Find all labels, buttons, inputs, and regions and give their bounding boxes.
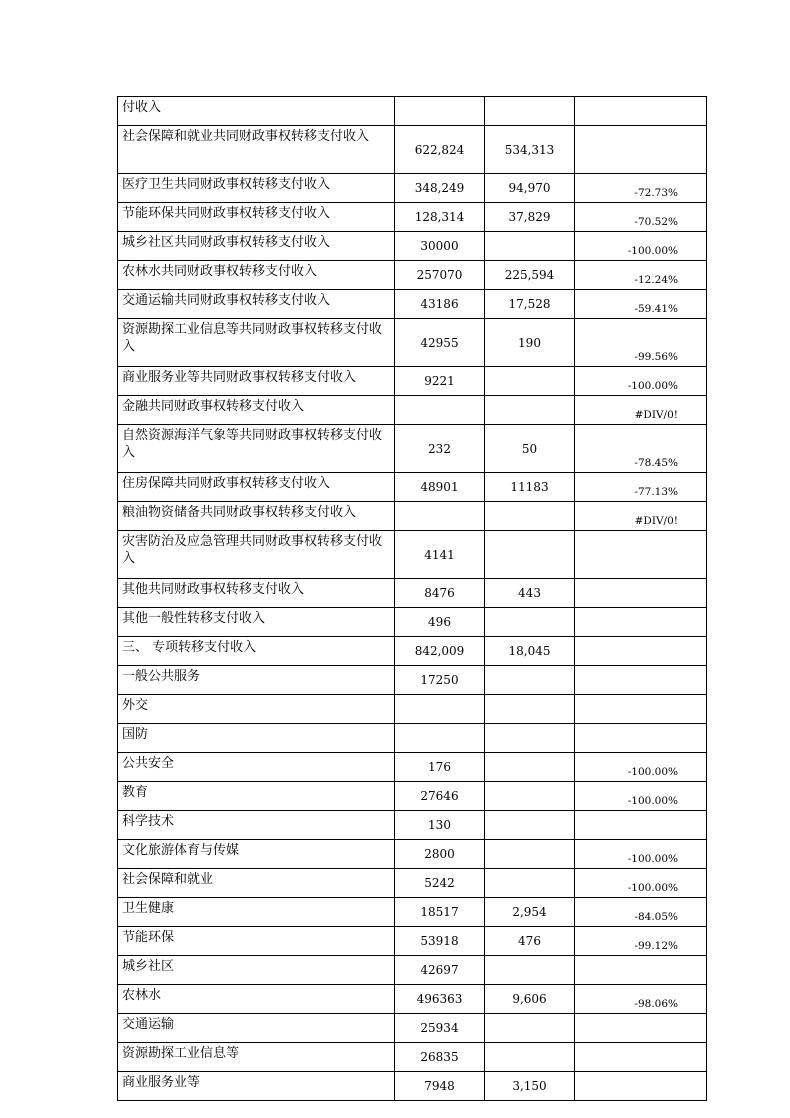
row-value-1-cell: 9221 (395, 367, 485, 396)
row-value-1-cell: 232 (395, 425, 485, 473)
row-change-percent-cell: -78.45% (575, 425, 707, 473)
row-value-2-cell (485, 1014, 575, 1043)
table-row (118, 985, 707, 1014)
table-row (118, 232, 707, 261)
row-value-1-cell: 26835 (395, 1043, 485, 1072)
row-change-percent-cell (575, 531, 707, 579)
row-value-1-cell: 130 (395, 811, 485, 840)
row-change-percent-cell: -100.00% (575, 232, 707, 261)
table-row (118, 608, 707, 637)
row-change-percent-cell: -100.00% (575, 367, 707, 396)
row-change-percent-cell (575, 1072, 707, 1101)
row-value-1-cell: 128,314 (395, 203, 485, 232)
row-name-cell: 文化旅游体育与传媒 (118, 840, 395, 869)
row-value-1-cell: 496363 (395, 985, 485, 1014)
row-change-percent-cell: -99.12% (575, 927, 707, 956)
table-row (118, 956, 707, 985)
row-name-cell: 住房保障共同财政事权转移支付收入 (118, 473, 395, 502)
row-value-2-cell: 9,606 (485, 985, 575, 1014)
table-row (118, 753, 707, 782)
row-value-2-cell (485, 502, 575, 531)
row-value-2-cell (485, 666, 575, 695)
row-name-cell: 金融共同财政事权转移支付收入 (118, 396, 395, 425)
budget-table-body (118, 97, 707, 1101)
row-name-cell: 农林水 (118, 985, 395, 1014)
row-change-percent-cell: -72.73% (575, 174, 707, 203)
row-name-cell: 社会保障和就业 (118, 869, 395, 898)
row-value-2-cell (485, 956, 575, 985)
budget-table (117, 96, 707, 1101)
row-value-2-cell: 190 (485, 319, 575, 367)
row-change-percent-cell: -77.13% (575, 473, 707, 502)
row-value-1-cell: 842,009 (395, 637, 485, 666)
row-name-cell: 三、 专项转移支付收入 (118, 637, 395, 666)
row-value-2-cell: 2,954 (485, 898, 575, 927)
row-value-2-cell (485, 396, 575, 425)
row-value-1-cell: 176 (395, 753, 485, 782)
row-name-cell: 付收入 (118, 97, 395, 126)
row-value-2-cell: 534,313 (485, 126, 575, 174)
table-row (118, 1072, 707, 1101)
row-name-cell: 社会保障和就业共同财政事权转移支付收入 (118, 126, 395, 174)
row-change-percent-cell: -99.56% (575, 319, 707, 367)
row-change-percent-cell (575, 579, 707, 608)
row-value-2-cell: 37,829 (485, 203, 575, 232)
table-row (118, 869, 707, 898)
row-name-cell: 商业服务业等共同财政事权转移支付收入 (118, 367, 395, 396)
table-row (118, 811, 707, 840)
row-change-percent-cell (575, 126, 707, 174)
row-name-cell: 粮油物资储备共同财政事权转移支付收入 (118, 502, 395, 531)
row-change-percent-cell (575, 666, 707, 695)
row-change-percent-cell (575, 1014, 707, 1043)
row-change-percent-cell: #DIV/0! (575, 502, 707, 531)
row-value-1-cell: 496 (395, 608, 485, 637)
row-name-cell: 交通运输共同财政事权转移支付收入 (118, 290, 395, 319)
row-name-cell: 农林水共同财政事权转移支付收入 (118, 261, 395, 290)
row-value-1-cell (395, 695, 485, 724)
row-value-2-cell (485, 724, 575, 753)
row-value-1-cell: 42955 (395, 319, 485, 367)
row-value-2-cell: 476 (485, 927, 575, 956)
row-value-2-cell (485, 232, 575, 261)
table-row (118, 695, 707, 724)
row-value-1-cell (395, 97, 485, 126)
row-value-1-cell (395, 502, 485, 531)
row-name-cell: 灾害防治及应急管理共同财政事权转移支付收入 (118, 531, 395, 579)
table-row (118, 502, 707, 531)
row-name-cell: 资源勘探工业信息等 (118, 1043, 395, 1072)
table-row (118, 97, 707, 126)
row-value-2-cell (485, 869, 575, 898)
row-value-2-cell: 225,594 (485, 261, 575, 290)
row-value-1-cell: 5242 (395, 869, 485, 898)
row-value-2-cell: 11183 (485, 473, 575, 502)
row-change-percent-cell (575, 695, 707, 724)
row-value-2-cell: 3,150 (485, 1072, 575, 1101)
table-row (118, 637, 707, 666)
row-name-cell: 其他一般性转移支付收入 (118, 608, 395, 637)
row-value-1-cell (395, 724, 485, 753)
row-value-1-cell: 257070 (395, 261, 485, 290)
row-name-cell: 外交 (118, 695, 395, 724)
table-row (118, 126, 707, 174)
row-change-percent-cell (575, 811, 707, 840)
row-value-1-cell: 7948 (395, 1072, 485, 1101)
table-row (118, 898, 707, 927)
row-name-cell: 交通运输 (118, 1014, 395, 1043)
row-value-2-cell (485, 840, 575, 869)
row-change-percent-cell: -100.00% (575, 869, 707, 898)
row-change-percent-cell (575, 608, 707, 637)
row-value-1-cell: 348,249 (395, 174, 485, 203)
row-change-percent-cell: #DIV/0! (575, 396, 707, 425)
row-name-cell: 教育 (118, 782, 395, 811)
row-value-2-cell (485, 367, 575, 396)
table-row (118, 531, 707, 579)
row-value-2-cell (485, 753, 575, 782)
row-change-percent-cell: -100.00% (575, 753, 707, 782)
row-change-percent-cell (575, 724, 707, 753)
row-change-percent-cell (575, 956, 707, 985)
table-row (118, 473, 707, 502)
row-value-2-cell: 18,045 (485, 637, 575, 666)
row-name-cell: 医疗卫生共同财政事权转移支付收入 (118, 174, 395, 203)
row-value-2-cell: 17,528 (485, 290, 575, 319)
row-name-cell: 城乡社区 (118, 956, 395, 985)
row-change-percent-cell: -59.41% (575, 290, 707, 319)
row-value-1-cell: 27646 (395, 782, 485, 811)
row-value-2-cell (485, 782, 575, 811)
row-name-cell: 节能环保 (118, 927, 395, 956)
row-name-cell: 城乡社区共同财政事权转移支付收入 (118, 232, 395, 261)
row-name-cell: 节能环保共同财政事权转移支付收入 (118, 203, 395, 232)
row-value-1-cell: 622,824 (395, 126, 485, 174)
row-name-cell: 公共安全 (118, 753, 395, 782)
row-value-2-cell (485, 608, 575, 637)
row-value-2-cell: 94,970 (485, 174, 575, 203)
row-value-1-cell: 43186 (395, 290, 485, 319)
table-row (118, 666, 707, 695)
row-value-2-cell (485, 695, 575, 724)
row-change-percent-cell (575, 637, 707, 666)
row-name-cell: 商业服务业等 (118, 1072, 395, 1101)
row-value-2-cell (485, 1043, 575, 1072)
table-row (118, 840, 707, 869)
row-change-percent-cell: -100.00% (575, 782, 707, 811)
row-value-1-cell: 25934 (395, 1014, 485, 1043)
row-name-cell: 卫生健康 (118, 898, 395, 927)
row-change-percent-cell (575, 1043, 707, 1072)
row-change-percent-cell: -98.06% (575, 985, 707, 1014)
row-name-cell: 资源勘探工业信息等共同财政事权转移支付收入 (118, 319, 395, 367)
row-change-percent-cell (575, 97, 707, 126)
row-value-1-cell: 17250 (395, 666, 485, 695)
row-value-1-cell: 30000 (395, 232, 485, 261)
table-row (118, 425, 707, 473)
table-row (118, 1014, 707, 1043)
row-value-1-cell (395, 396, 485, 425)
row-name-cell: 自然资源海洋气象等共同财政事权转移支付收入 (118, 425, 395, 473)
row-value-1-cell: 4141 (395, 531, 485, 579)
row-change-percent-cell: -84.05% (575, 898, 707, 927)
row-value-2-cell: 443 (485, 579, 575, 608)
row-value-1-cell: 42697 (395, 956, 485, 985)
row-value-2-cell: 50 (485, 425, 575, 473)
table-row (118, 319, 707, 367)
table-row (118, 396, 707, 425)
row-value-1-cell: 18517 (395, 898, 485, 927)
table-row (118, 724, 707, 753)
row-value-2-cell (485, 531, 575, 579)
row-value-2-cell (485, 811, 575, 840)
row-change-percent-cell: -12.24% (575, 261, 707, 290)
row-name-cell: 其他共同财政事权转移支付收入 (118, 579, 395, 608)
table-row (118, 782, 707, 811)
row-value-1-cell: 2800 (395, 840, 485, 869)
row-value-1-cell: 53918 (395, 927, 485, 956)
table-row (118, 203, 707, 232)
table-row (118, 579, 707, 608)
table-row (118, 290, 707, 319)
table-row (118, 174, 707, 203)
row-value-2-cell (485, 97, 575, 126)
row-change-percent-cell: -70.52% (575, 203, 707, 232)
table-row (118, 367, 707, 396)
table-row (118, 261, 707, 290)
row-change-percent-cell: -100.00% (575, 840, 707, 869)
row-value-1-cell: 48901 (395, 473, 485, 502)
row-name-cell: 国防 (118, 724, 395, 753)
table-row (118, 1043, 707, 1072)
row-name-cell: 一般公共服务 (118, 666, 395, 695)
table-row (118, 927, 707, 956)
row-value-1-cell: 8476 (395, 579, 485, 608)
row-name-cell: 科学技术 (118, 811, 395, 840)
